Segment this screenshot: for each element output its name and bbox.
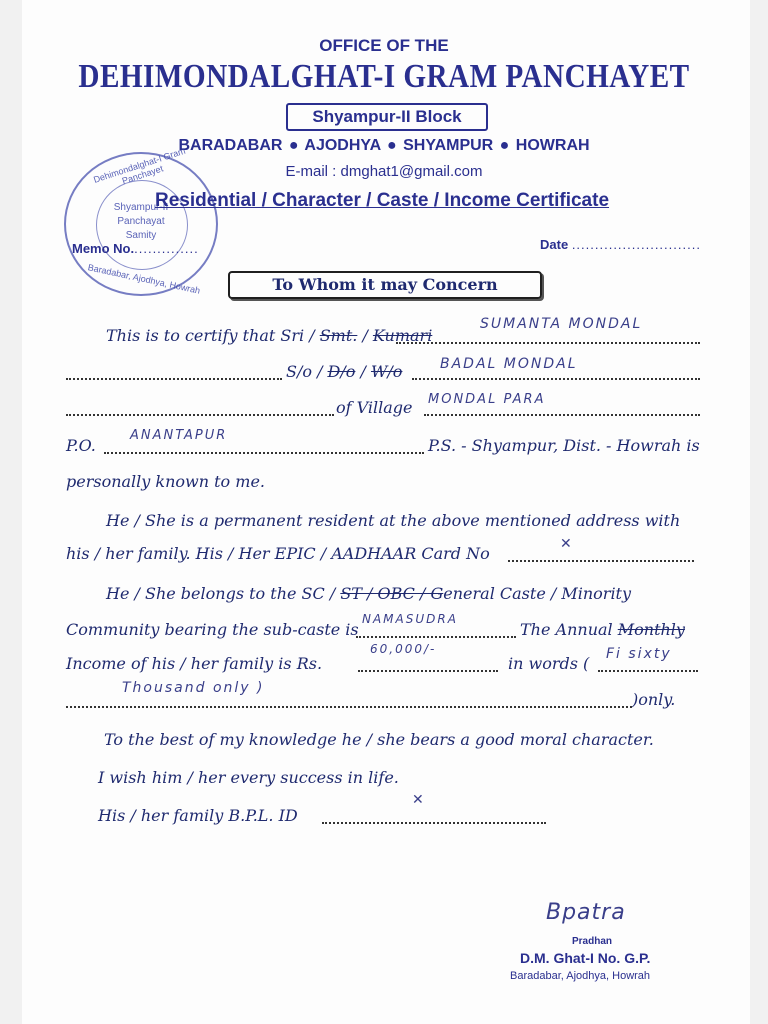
date-field (540, 237, 701, 252)
panchayet-name: DEHIMONDALGHAT-I GRAM PANCHAYET (78, 58, 690, 95)
line-epic: his / her family. His / Her EPIC / AADHAAR Card No (66, 544, 490, 563)
words-fill-line-2 (66, 706, 632, 708)
income-fill-line (358, 670, 498, 672)
relation-sep: / (355, 362, 371, 381)
stamp-bottom-text: Baradabar, Ajodhya, Howrah (86, 262, 202, 296)
words-handwritten-1: Fi sixty (606, 646, 672, 662)
words-handwritten-2: Thousand only ) (122, 680, 265, 696)
name-fill-line (396, 342, 700, 344)
line-known: personally known to me. (66, 472, 265, 491)
kumari-struck: Kumari (372, 326, 433, 345)
line-character: To the best of my knowledge he / she bears a good moral character. (104, 730, 654, 749)
st-obc-struck: ST / OBC / G (340, 584, 444, 603)
subcaste-label: Community bearing the sub-caste is (66, 620, 359, 639)
bpl-handwritten: ✕ (412, 792, 426, 808)
block-badge: Shyampur-II Block (286, 103, 488, 131)
certify-prefix: This is to certify that Sri / (106, 326, 320, 345)
father-fill-line (412, 378, 700, 380)
date-label: Date (540, 237, 569, 252)
ps-dist-text: P.S. - Shyampur, Dist. - Howrah is (428, 436, 700, 455)
village-fill-line (424, 414, 700, 416)
village-label: of Village (336, 398, 413, 417)
line-certify (106, 326, 432, 345)
smt-struck: Smt. (319, 326, 358, 345)
certificate-title: Residential / Character / Caste / Income Certificate (154, 190, 610, 211)
pradhan-office: D.M. Ghat-I No. G.P. (520, 950, 651, 966)
income-label: Income of his / her family is Rs. (66, 654, 323, 673)
annual-monthly (520, 620, 685, 639)
stamp-center-line3: Samity (125, 230, 157, 241)
father-handwritten: BADAL MONDAL (440, 356, 578, 372)
memo-label: Memo No. (72, 241, 135, 256)
line-relation (286, 362, 402, 381)
certify-sep: / (357, 326, 373, 345)
line-caste (106, 584, 631, 603)
line-resident: He / She is a permanent resident at the above mentioned address with (106, 511, 681, 530)
signature-handwritten: Bpatra (546, 900, 626, 925)
po-handwritten: ANANTAPUR (130, 428, 228, 443)
so-label: S/o / (286, 362, 328, 381)
bpl-fill-line (322, 822, 546, 824)
email-line: E-mail : dmghat1@gmail.com (285, 163, 483, 180)
line-wish: I wish him / her every success in life. (98, 768, 399, 787)
office-stamp (64, 145, 218, 296)
subcaste-handwritten: NAMASUDRA (362, 612, 458, 626)
pradhan-address: Baradabar, Ajodhya, Howrah (510, 970, 651, 982)
name-handwritten: SUMANTA MONDAL (480, 316, 643, 332)
bpl-label: His / her family B.P.L. ID (98, 806, 298, 825)
epic-fill-line (508, 560, 694, 562)
concern-heading: To Whom it may Concern (228, 271, 542, 299)
po-label: P.O. (66, 436, 96, 455)
stamp-center-line1: Shyampur-II (113, 202, 169, 213)
memo-dots: .............. (134, 241, 199, 256)
pre-so-fill-line (66, 378, 282, 380)
caste-prefix: He / She belongs to the SC / (106, 584, 341, 603)
epic-handwritten: ✕ (560, 536, 574, 552)
words-fill-line (598, 670, 698, 672)
stamp-ring-text: Dehimondalghat-I Gram Panchayet (92, 145, 187, 187)
in-words-label: in words ( (508, 654, 590, 673)
places-line: BARADABAR ● AJODHYA ● SHYAMPUR ● HOWRAH (178, 137, 590, 154)
office-of-label: OFFICE OF THE (319, 36, 449, 55)
stamp-center-line2: Panchayat (117, 216, 165, 227)
subcaste-fill-line (356, 636, 516, 638)
village-handwritten: MONDAL PARA (428, 392, 546, 407)
annual-label: The Annual (520, 620, 618, 639)
date-dots: ............................ (571, 237, 701, 252)
monthly-struck: Monthly (617, 620, 685, 639)
memo-field (72, 241, 199, 256)
pradhan-title: Pradhan (572, 936, 613, 947)
income-handwritten: 60,000/- (370, 642, 437, 656)
pre-village-fill-line (66, 414, 334, 416)
wo-struck: W/o (370, 362, 403, 381)
do-struck: D/o (327, 362, 356, 381)
po-fill-line (104, 452, 424, 454)
caste-suffix: eneral Caste / Minority (443, 584, 632, 603)
only-label: )only. (632, 690, 676, 709)
